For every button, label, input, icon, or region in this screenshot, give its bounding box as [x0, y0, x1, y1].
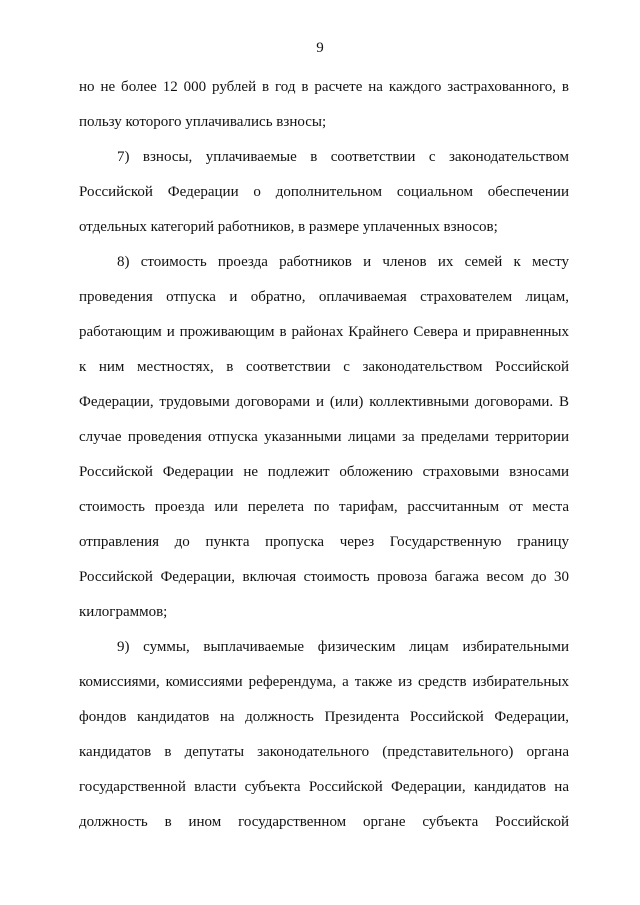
text-line: государственной власти субъекта Российской Федерации, кандидатов на — [79, 779, 569, 795]
paragraph-item-7 — [79, 140, 569, 245]
text-line: кандидатов в депутаты законодательного (представительного) органа — [79, 744, 569, 760]
text-line: к ним местностях, в соответствии с законодательством Российской — [79, 359, 569, 375]
paragraph-item-9 — [79, 630, 569, 840]
text-line: пользу которого уплачивались взносы; — [79, 114, 327, 130]
text-line: должность в ином государственном органе субъекта Российской — [79, 814, 569, 830]
text-line: Российской Федерации, включая стоимость провоза багажа весом до 30 — [79, 569, 569, 585]
text-line: 9) суммы, выплачиваемые физическим лицам избирательными — [117, 639, 569, 655]
text-line: работающим и проживающим в районах Крайнего Севера и приравненных — [79, 324, 569, 340]
text-line: Российской Федерации не подлежит обложению страховыми взносами — [79, 464, 569, 480]
text-line: Российской Федерации о дополнительном социальном обеспечении — [79, 184, 569, 200]
text-line: случае проведения отпуска указанными лицами за пределами территории — [79, 429, 569, 445]
page-number: 9 — [316, 40, 324, 56]
paragraph-item-8 — [79, 245, 569, 630]
text-line: фондов кандидатов на должность Президента Российской Федерации, — [79, 709, 569, 725]
text-line: но не более 12 000 рублей в год в расчете на каждого застрахованного, в — [79, 79, 569, 95]
text-line: отдельных категорий работников, в размере уплаченных взносов; — [79, 219, 498, 235]
paragraph-continuation — [79, 70, 569, 140]
text-line: отправления до пункта пропуска через Государственную границу — [79, 534, 569, 550]
text-line: Федерации, трудовыми договорами и (или) коллективными договорами. В — [79, 394, 569, 410]
text-line: килограммов; — [79, 604, 168, 620]
document-body — [79, 70, 569, 840]
text-line: стоимость проезда или перелета по тарифам, рассчитанным от места — [79, 499, 569, 515]
text-line: комиссиями, комиссиями референдума, а также из средств избирательных — [79, 674, 569, 690]
text-line: 8) стоимость проезда работников и членов их семей к месту — [117, 254, 569, 270]
text-line: 7) взносы, уплачиваемые в соответствии с законодательством — [117, 149, 569, 165]
text-line: проведения отпуска и обратно, оплачиваемая страхователем лицам, — [79, 289, 569, 305]
